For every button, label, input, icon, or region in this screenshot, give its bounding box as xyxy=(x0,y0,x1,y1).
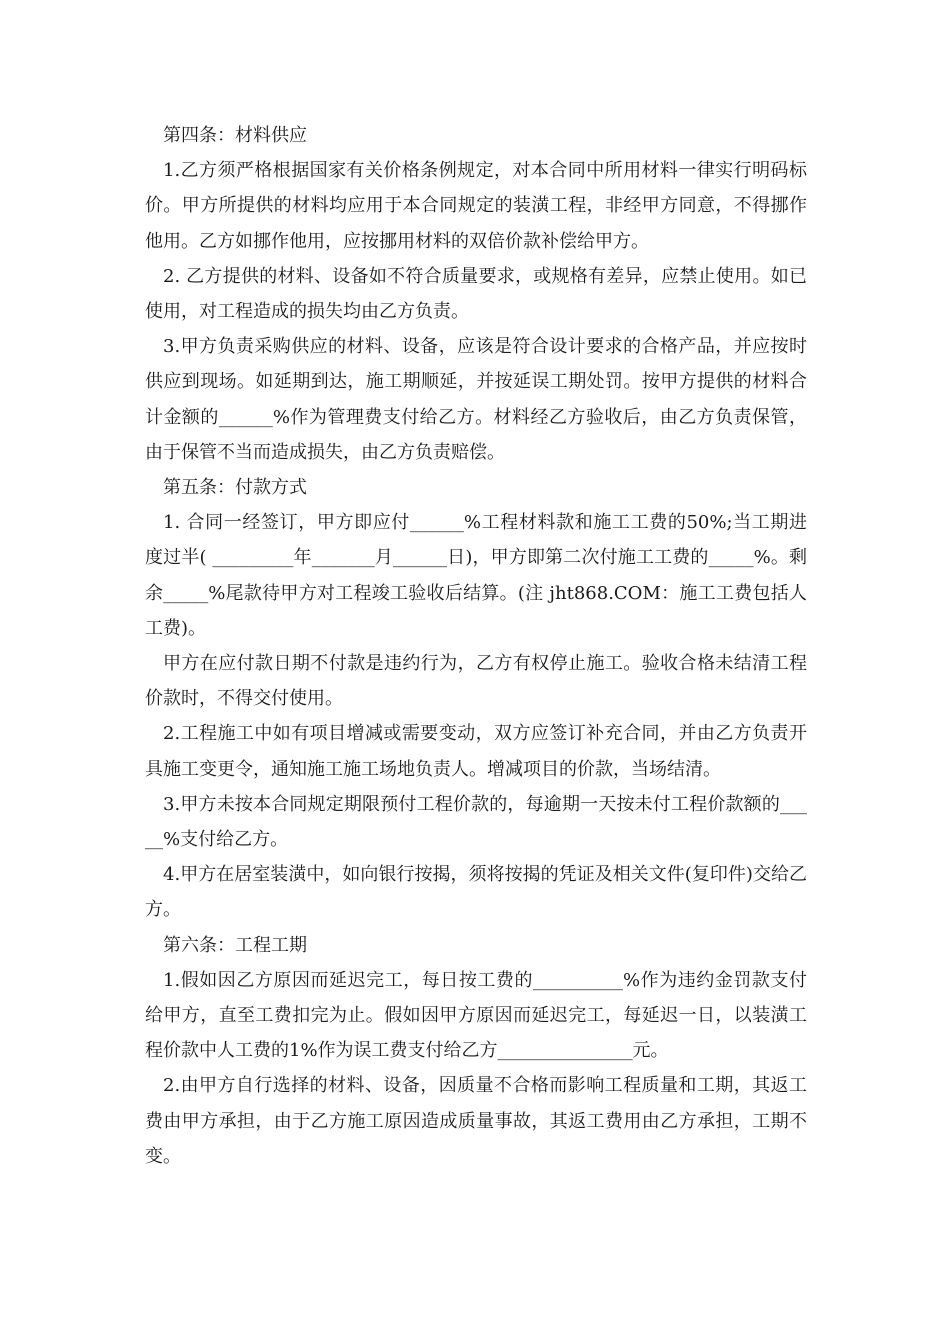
article-5-clause-4: 4.甲方在居室装潢中，如向银行按揭，须将按揭的凭证及相关文件(复印件)交给乙方。 xyxy=(145,864,807,921)
article-5-clause-1: 1. 合同一经签订，甲方即应付______%工程材料款和施工工费的50%;当工期进度过半( _________年_______月______日)，甲方即第二次付施工工费的_____%。剩余_____%尾款待甲方对工程竣工验收后结算。(注 jht868.COM：施工工费包括人工费)。 xyxy=(145,512,807,639)
article-6-clause-1: 1.假如因乙方原因而延迟完工，每日按工费的__________%作为违约金罚款支付给甲方，直至工费扣完为止。假如因甲方原因而延迟完工，每延迟一日，以装潢工程价款中人工费的1%作为误工费支付给乙方_______________元。 xyxy=(145,969,807,1062)
article-6-heading: 第六条：工程工期 xyxy=(163,934,307,956)
article-5-clause-3: 3.甲方未按本合同规定期限预付工程价款的，每逾期一天按未付工程价款额的_____%支付给乙方。 xyxy=(145,793,807,851)
article-6-clause-2: 2.由甲方自行选择的材料、设备，因质量不合格而影响工程质量和工期，其返工费由甲方承担，由于乙方施工原因造成质量事故，其返工费用由乙方承担，工期不变。 xyxy=(145,1075,807,1167)
article-5-heading: 第五条：付款方式 xyxy=(163,477,307,499)
article-5-note: 甲方在应付款日期不付款是违约行为，乙方有权停止施工。验收合格未结清工程价款时，不得交付使用。 xyxy=(145,653,807,710)
article-4-heading: 第四条：材料供应 xyxy=(163,125,307,146)
document-page xyxy=(145,118,807,1174)
article-4-clause-1: 1.乙方须严格根据国家有关价格条例规定，对本合同中所用材料一律实行明码标价。甲方所提供的材料均应用于本合同规定的装潢工程，非经甲方同意，不得挪作他用。乙方如挪作他用，应按挪用材料的双倍价款补偿给甲方。 xyxy=(145,160,807,252)
article-4-clause-3: 3.甲方负责采购供应的材料、设备，应该是符合设计要求的合格产品，并应按时供应到现场。如延期到达，施工期顺延，并按延误工期处罚。按甲方提供的材料合计金额的______%作为管理费支付给乙方。材料经乙方验收后，由乙方负责保管，由于保管不当而造成损失，由乙方负责赔偿。 xyxy=(145,336,807,463)
article-5-clause-2: 2.工程施工中如有项目增减或需要变动，双方应签订补充合同，并由乙方负责开具施工变更令，通知施工施工场地负责人。增减项目的价款，当场结清。 xyxy=(145,723,807,780)
article-4-clause-2: 2. 乙方提供的材料、设备如不符合质量要求，或规格有差异，应禁止使用。如已使用，对工程造成的损失均由乙方负责。 xyxy=(145,265,807,323)
